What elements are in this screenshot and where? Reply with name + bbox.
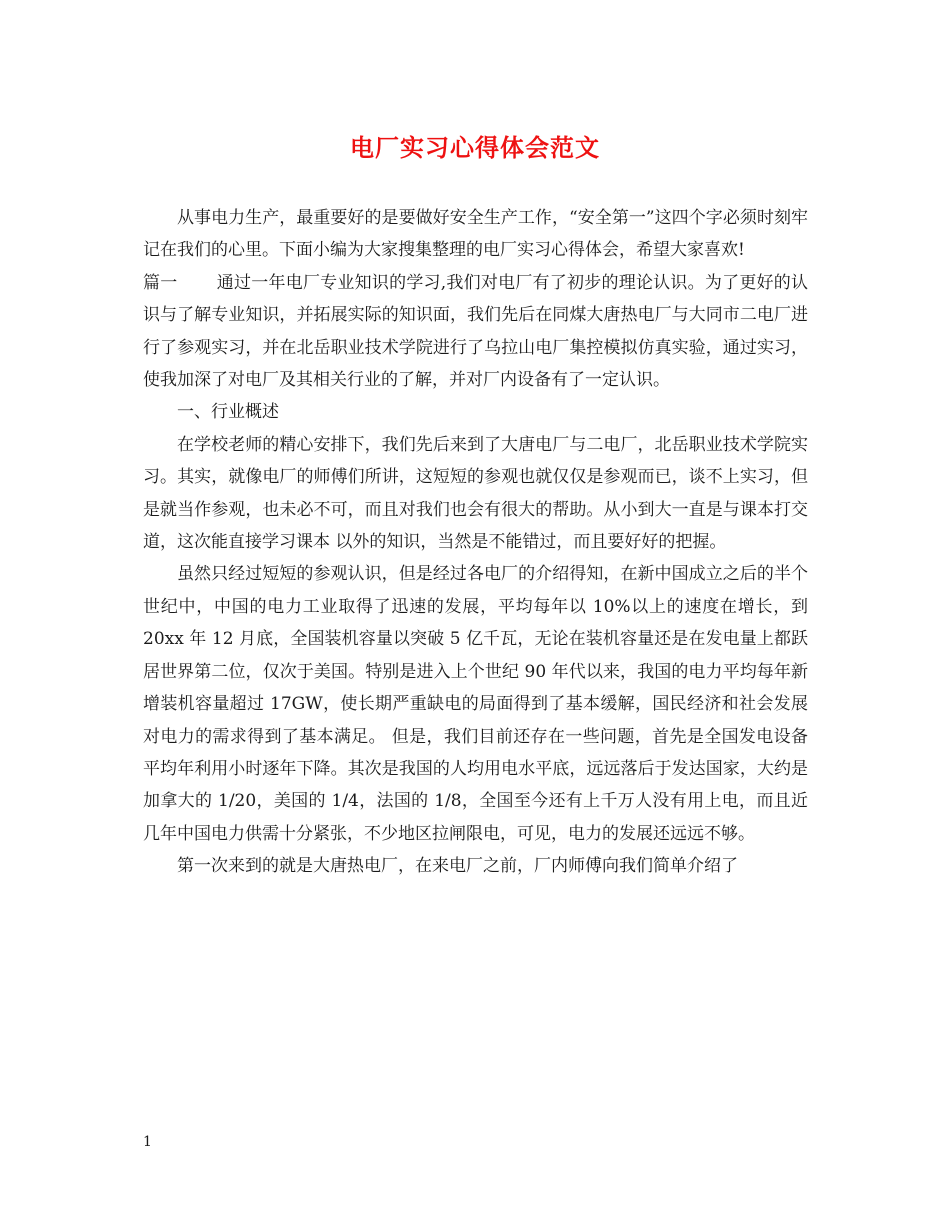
document-body bbox=[143, 202, 808, 883]
section-first-text: 通过一年电厂专业知识的学习,我们对电厂有了初步的理论认识。为了更好的认识与了解专业知识，并拓展实际的知识面，我们先后在同煤大唐热电厂与大同市二电厂进行了参观实习，并在北岳职业技术学院进行了乌拉山电厂集控模拟仿真实验，通过实习，使我加深了对电厂及其相关行业的了解，并对厂内设备有了一定认识。 bbox=[143, 272, 809, 391]
heading-industry-overview: 一、行业概述 bbox=[177, 402, 279, 423]
intro-paragraph: 从事电力生产，最重要好的是要做好安全生产工作，“安全第一”这四个字必须时刻牢记在我们的心里。下面小编为大家搜集整理的电厂实习心得体会，希望大家喜欢! bbox=[143, 208, 808, 261]
body-paragraph-1: 在学校老师的精心安排下，我们先后来到了大唐电厂与二电厂，北岳职业技术学院实习。其实，就像电厂的师傅们所讲，这短短的参观也就仅仅是参观而已，谈不上实习，但是就当作参观，也未必不可，而且对我们也会有很大的帮助。从小到大一直是与课本打交道，这次能直接学习课本 以外的知识，当然是不能错过，而且要好好的把握。 bbox=[143, 434, 808, 553]
document-title: 电厂实习心得体会范文 bbox=[350, 133, 600, 162]
section-label: 篇一 bbox=[143, 272, 178, 293]
body-paragraph-3: 第一次来到的就是大唐热电厂，在来电厂之前，厂内师傅向我们简单介绍了 bbox=[177, 856, 738, 877]
page-number: 1 bbox=[143, 1134, 152, 1150]
section-paragraph bbox=[143, 267, 808, 397]
body-paragraph-2: 虽然只经过短短的参观认识，但是经过各电厂的介绍得知，在新中国成立之后的半个世纪中，中国的电力工业取得了迅速的发展，平均每年以 10%以上的速度在增长，到 20xx 年 12 月底，全国装机容量以突破 5 亿千瓦，无论在装机容量还是在发电量上都跃居世界第二位，仅次于美国。特别是进入上个世纪 90 年代以来，我国的电力平均每年新增装机容量超过 17GW，使长期严重缺电的局面得到了基本缓解，国民经济和社会发展对电力的需求得到了基本满足。 但是，我们目前还存在一些问题，首先是全国发电设备平均年利用小时逐年下降。其次是我国的人均用电水平底，远远落后于发达国家，大约是加拿大的 1/20，美国的 1/4，法国的 1/8，全国至今还有上千万人没有用上电，而且近几年中国电力供需十分紧张，不少地区拉闸限电，可见，电力的发展还远远不够。 bbox=[143, 564, 808, 844]
